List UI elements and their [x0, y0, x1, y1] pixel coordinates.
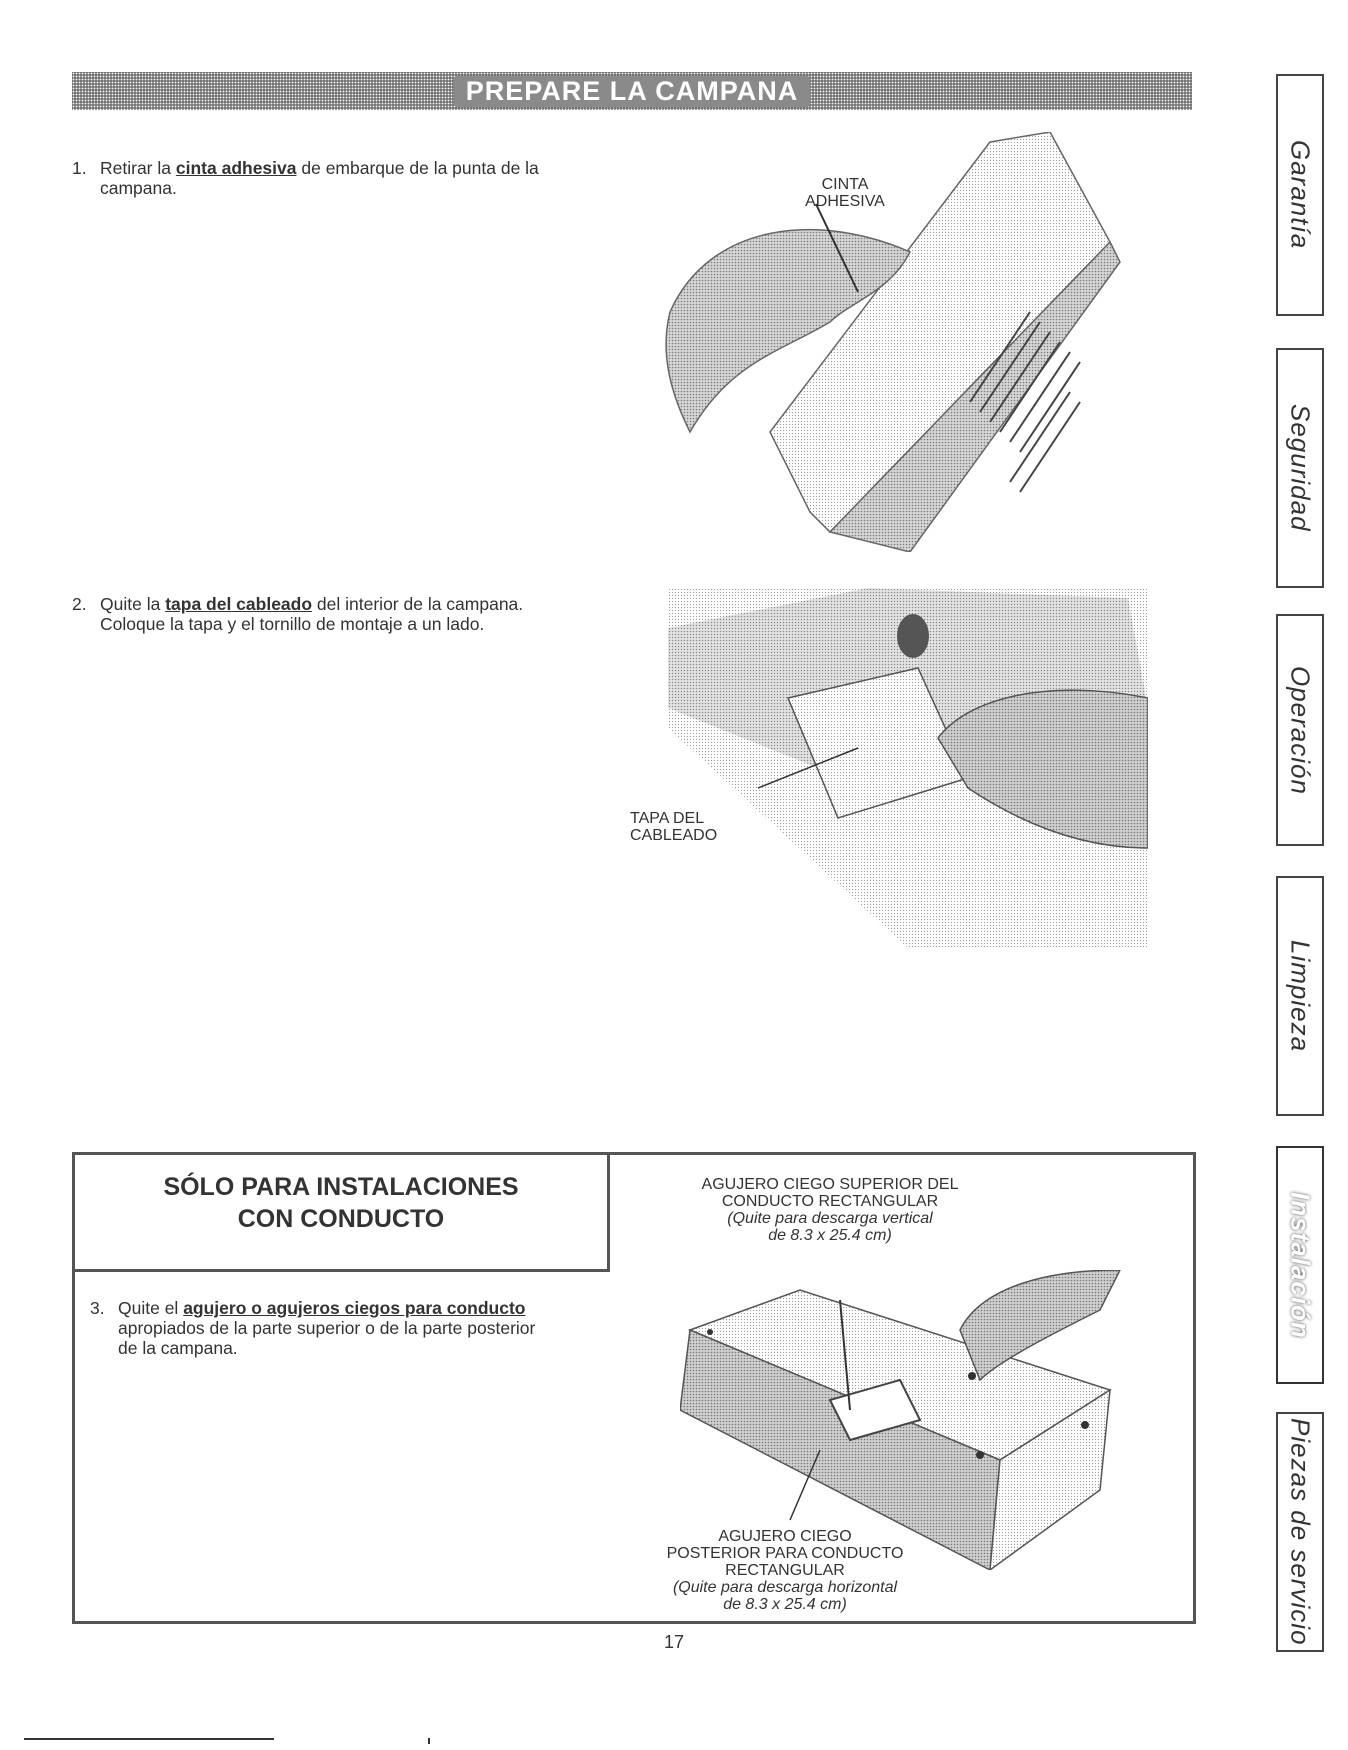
tab-piezas-de-servicio[interactable] [1276, 1412, 1324, 1652]
step-2 [72, 594, 632, 634]
step-2-highlight: tapa del cableado [165, 594, 313, 614]
step-3 [90, 1298, 650, 1358]
section-header-bar [72, 72, 1192, 110]
step-1-highlight: cinta adhesiva [175, 158, 297, 178]
rear-knockout-callout-line5: de 8.3 x 25.4 cm) [723, 1596, 847, 1613]
hood-tape-drawing [650, 132, 1170, 552]
step-3-highlight: agujero o agujeros ciegos para conducto [183, 1298, 526, 1318]
wiring-cover-drawing [668, 588, 1148, 948]
tab-instalacion-label: Instalación [1285, 1191, 1316, 1339]
step-1-number: 1. [72, 158, 87, 178]
figure-1-callout-line2: ADHESIVA [805, 193, 885, 210]
tab-seguridad[interactable] [1276, 348, 1324, 588]
figure-2-callout [630, 810, 780, 844]
step-1-text-after: de embarque de la punta de la [301, 158, 539, 178]
figure-1-callout-line1: CINTA [821, 176, 869, 193]
rear-knockout-callout-line3: RECTANGULAR [725, 1562, 845, 1579]
step-2-line2: Coloque la tapa y el tornillo de montaje a un lado. [100, 614, 485, 634]
tab-operacion[interactable] [1276, 614, 1324, 846]
figure-1-callout [780, 176, 910, 210]
figure-2-illustration [668, 588, 1148, 948]
top-knockout-callout-line1: AGUJERO CIEGO SUPERIOR DEL [701, 1176, 959, 1193]
step-3-line3: de la campana. [118, 1338, 238, 1358]
top-knockout-callout-line2: CONDUCTO RECTANGULAR [721, 1193, 939, 1210]
rear-knockout-callout-line2: POSTERIOR PARA CONDUCTO [666, 1545, 904, 1562]
footer-rule [24, 1738, 274, 1740]
rear-knockout-callout-line1: AGUJERO CIEGO [718, 1528, 852, 1545]
step-2-text-before: Quite la [100, 594, 161, 614]
tab-piezas-de-servicio-label: Piezas de servicio [1285, 1418, 1316, 1646]
step-2-text-after: del interior de la campana. [316, 594, 524, 614]
figure-3-illustration [680, 1270, 1170, 1570]
rear-knockout-callout [620, 1528, 950, 1613]
section-header-title: PREPARE LA CAMPANA [454, 76, 811, 107]
tab-limpieza[interactable] [1276, 876, 1324, 1116]
ducted-section-title-box [72, 1152, 610, 1272]
step-3-number: 3. [90, 1298, 105, 1318]
figure-1-illustration [650, 132, 1170, 552]
tab-garantia-label: Garantía [1285, 140, 1316, 250]
footer-tick [428, 1738, 430, 1744]
step-1-text-before: Retirar la [100, 158, 171, 178]
step-2-number: 2. [72, 594, 87, 614]
top-knockout-callout [660, 1176, 1000, 1244]
figure-2-callout-line2: CABLEADO [630, 827, 718, 844]
knockout-removal-drawing [680, 1270, 1170, 1570]
top-knockout-callout-line4: de 8.3 x 25.4 cm) [768, 1227, 892, 1244]
rear-knockout-callout-line4: (Quite para descarga horizontal [672, 1579, 898, 1596]
figure-2-callout-line1: TAPA DEL [630, 810, 705, 827]
page-number: 17 [663, 1632, 685, 1652]
top-knockout-callout-line3: (Quite para descarga vertical [727, 1210, 933, 1227]
tab-operacion-label: Operación [1285, 665, 1316, 795]
tab-seguridad-label: Seguridad [1285, 404, 1316, 532]
step-1-line2: campana. [100, 178, 177, 198]
ducted-section-title-line1: SÓLO PARA INSTALACIONES [163, 1173, 519, 1201]
tab-garantia[interactable] [1276, 74, 1324, 316]
tab-limpieza-label: Limpieza [1285, 939, 1316, 1053]
step-1 [72, 158, 632, 198]
ducted-section-title-line2: CON CONDUCTO [237, 1205, 445, 1233]
step-3-text-before: Quite el [118, 1298, 179, 1318]
tab-instalacion[interactable] [1276, 1146, 1324, 1384]
step-3-line2: apropiados de la parte superior o de la parte posterior [118, 1318, 536, 1338]
